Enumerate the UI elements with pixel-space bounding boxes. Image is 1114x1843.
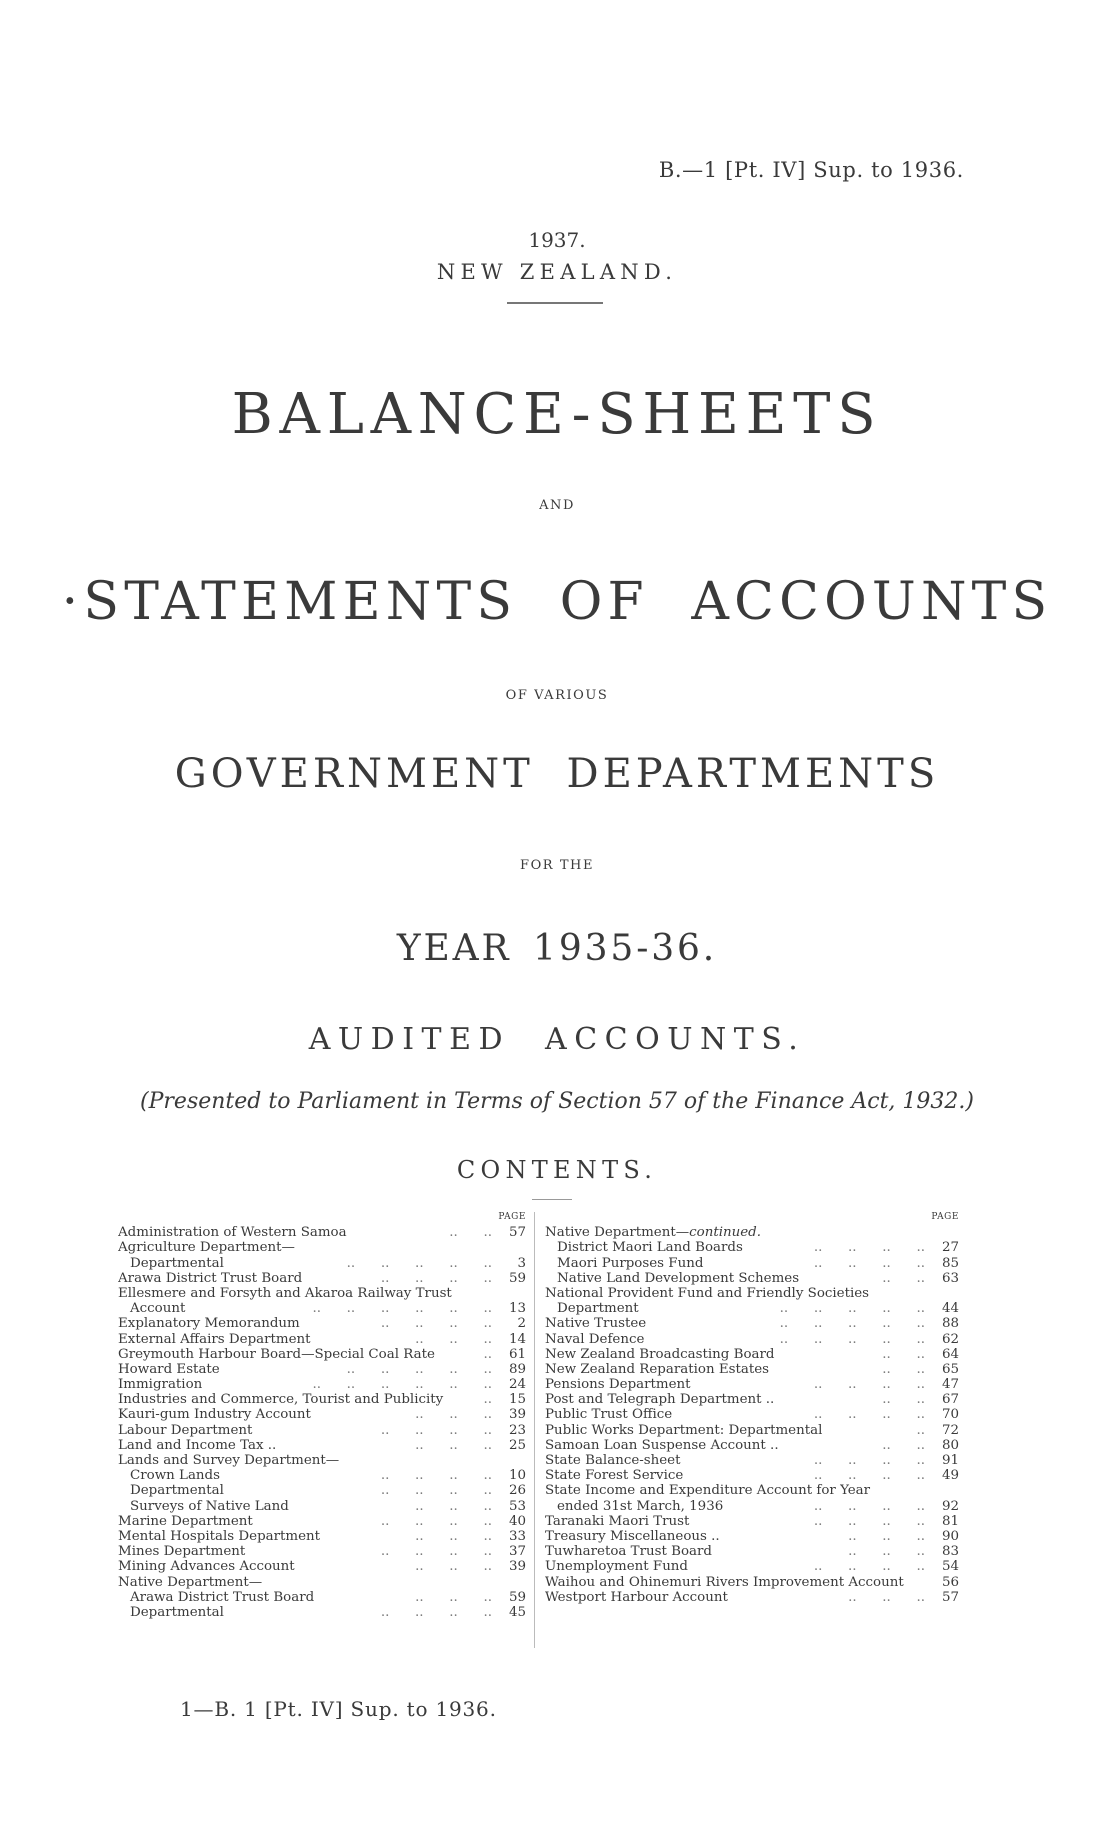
contents-entry xyxy=(118,1483,526,1498)
contents-entry xyxy=(118,1362,526,1377)
contents-entry xyxy=(545,1483,959,1498)
contents-entry xyxy=(545,1468,959,1483)
contents-entry-leader: .. .. .. .. xyxy=(380,1468,492,1484)
contents-heading: CONTENTS. xyxy=(456,1156,658,1184)
contents-entry xyxy=(545,1529,959,1544)
contents-entry xyxy=(118,1286,526,1301)
contents-entry xyxy=(118,1407,526,1422)
contents-entry-title: State Forest Service xyxy=(545,1468,684,1484)
contents-entry-title: ended 31st March, 1936 xyxy=(557,1498,724,1514)
contents-entry-page: 59 xyxy=(508,1589,526,1605)
contents-entry xyxy=(118,1575,526,1590)
contents-entry-leader: .. .. .. .. xyxy=(813,1513,925,1529)
contents-entry xyxy=(545,1575,959,1590)
footer-reference: 1—B. 1 [Pt. IV] Sup. to 1936. xyxy=(180,1697,497,1721)
contents-entry-page: 23 xyxy=(508,1422,526,1438)
contents-entry xyxy=(118,1468,526,1483)
contents-entry-page: 33 xyxy=(508,1528,526,1544)
contents-entry-leader: .. .. .. .. xyxy=(813,1559,925,1575)
contents-entry-leader: .. .. .. .. xyxy=(813,1468,925,1484)
page-column-header: PAGE xyxy=(931,1212,959,1222)
title-government-departments: GOVERNMENT DEPARTMENTS xyxy=(174,751,940,797)
contents-entry-leader: .. .. .. .. xyxy=(813,1407,925,1423)
contents-entry xyxy=(118,1377,526,1392)
contents-entry-page: 67 xyxy=(941,1392,959,1408)
contents-entry-title: New Zealand Reparation Estates xyxy=(545,1361,770,1377)
contents-entry-title: Waihou and Ohinemuri Rivers Improvement Account xyxy=(545,1574,904,1590)
contents-entry-title: Industries and Commerce, Tourist and Publicity xyxy=(118,1392,444,1408)
contents-entry-leader: .. .. .. .. .. .. xyxy=(312,1301,492,1317)
contents-left-list xyxy=(118,1225,526,1620)
contents-entry-leader: .. .. xyxy=(882,1392,925,1408)
contents-entry xyxy=(118,1225,526,1240)
contents-entry xyxy=(118,1301,526,1316)
contents-entry-page: 27 xyxy=(941,1240,959,1256)
contents-entry-page: 70 xyxy=(941,1407,959,1423)
contents-entry-title: Mines Department xyxy=(118,1544,246,1560)
contents-entry-leader: .. .. .. .. xyxy=(813,1498,925,1514)
contents-entry-page: 25 xyxy=(508,1437,526,1453)
contents-entry-page: 45 xyxy=(508,1604,526,1620)
contents-entry-page: 59 xyxy=(508,1270,526,1286)
contents-entry xyxy=(118,1271,526,1286)
contents-entry-title: Native Trustee xyxy=(545,1316,647,1332)
contents-entry-leader: .. .. .. xyxy=(848,1528,925,1544)
page-column-header: PAGE xyxy=(498,1212,526,1222)
contents-right-list xyxy=(545,1225,959,1605)
contents-entry-page: 47 xyxy=(941,1377,959,1393)
contents-entry-page: 80 xyxy=(941,1437,959,1453)
contents-entry-title: Department xyxy=(557,1301,639,1317)
contents-entry-page: 10 xyxy=(508,1468,526,1484)
contents-entry-title: Taranaki Maori Trust xyxy=(545,1513,690,1529)
contents-entry-page: 39 xyxy=(508,1407,526,1423)
contents-entry-page: 39 xyxy=(508,1559,526,1575)
title-of-various: OF VARIOUS xyxy=(505,688,609,703)
contents-entry xyxy=(545,1362,959,1377)
contents-entry-leader: .. .. .. .. xyxy=(813,1255,925,1271)
contents-entry xyxy=(118,1453,526,1468)
contents-entry-title: Explanatory Memorandum xyxy=(118,1316,300,1332)
contents-entry-leader: .. .. .. xyxy=(415,1589,492,1605)
contents-entry-title: Treasury Miscellaneous .. xyxy=(545,1528,720,1544)
contents-entry-page: 37 xyxy=(508,1544,526,1560)
title-and: AND xyxy=(539,498,575,513)
contents-entry-title: Ellesmere and Forsyth and Akaroa Railway Trust xyxy=(118,1285,452,1301)
contents-entry-title: Mental Hospitals Department xyxy=(118,1528,321,1544)
contents-entry-page: 57 xyxy=(941,1589,959,1605)
contents-entry-leader: .. .. xyxy=(882,1437,925,1453)
contents-entry-title: Administration of Western Samoa xyxy=(118,1225,347,1241)
contents-entry-leader: .. .. .. xyxy=(415,1559,492,1575)
contents-right-column xyxy=(545,1210,959,1605)
contents-entry xyxy=(118,1423,526,1438)
title-for-the: FOR THE xyxy=(519,858,595,873)
contents-entry xyxy=(118,1514,526,1529)
presented-note: (Presented to Parliament in Terms of Section 57 of the Finance Act, 1932.) xyxy=(140,1089,974,1114)
contents-entry xyxy=(545,1332,959,1347)
contents-entry xyxy=(118,1529,526,1544)
contents-entry-title: Kauri-gum Industry Account xyxy=(118,1407,311,1423)
contents-entry xyxy=(545,1392,959,1407)
contents-entry-page: 56 xyxy=(941,1574,959,1590)
contents-entry-leader: .. .. .. .. xyxy=(380,1422,492,1438)
contents-entry-title: Post and Telegraph Department .. xyxy=(545,1392,775,1408)
contents-entry xyxy=(118,1332,526,1347)
title-divider xyxy=(507,302,603,304)
contents-entry-leader: .. .. xyxy=(882,1361,925,1377)
contents-entry-page: 2 xyxy=(517,1316,526,1332)
contents-column-divider xyxy=(534,1212,535,1648)
contents-entry-title: Westport Harbour Account xyxy=(545,1589,728,1605)
contents-entry-page: 44 xyxy=(941,1301,959,1317)
contents-entry-page: 61 xyxy=(508,1346,526,1362)
contents-entry-title: State Income and Expenditure Account for Year xyxy=(545,1483,871,1499)
contents-entry-title: State Balance-sheet xyxy=(545,1453,681,1468)
contents-entry-title: Native Land Development Schemes xyxy=(557,1270,800,1286)
contents-entry-leader: .. .. .. .. .. xyxy=(346,1255,492,1271)
contents-entry-page: 83 xyxy=(941,1544,959,1560)
contents-entry xyxy=(545,1286,959,1301)
contents-entry-title: Greymouth Harbour Board—Special Coal Rate xyxy=(118,1346,435,1362)
contents-entry-page: 62 xyxy=(941,1331,959,1347)
contents-entry xyxy=(118,1256,526,1271)
contents-entry-title: Account xyxy=(130,1301,186,1317)
contents-entry xyxy=(545,1499,959,1514)
contents-entry-page: 63 xyxy=(941,1270,959,1286)
contents-left-column xyxy=(118,1210,526,1620)
contents-entry-title: Arawa District Trust Board xyxy=(130,1589,315,1605)
contents-entry-page: 3 xyxy=(517,1255,526,1271)
contents-entry-title: Public Works Department: Departmental xyxy=(545,1422,823,1438)
contents-entry-page: 26 xyxy=(508,1483,526,1499)
contents-entry-leader: .. .. .. .. xyxy=(380,1604,492,1620)
contents-entry-page: 53 xyxy=(508,1498,526,1514)
contents-entry-page: 88 xyxy=(941,1316,959,1332)
contents-entry-title: Native Department—continued. xyxy=(545,1225,761,1241)
contents-entry-leader: .. .. xyxy=(449,1225,492,1241)
contents-entry-page: 90 xyxy=(941,1528,959,1544)
contents-entry-leader: .. .. .. .. xyxy=(380,1270,492,1286)
contents-entry xyxy=(545,1590,959,1605)
contents-entry xyxy=(118,1499,526,1514)
country-heading: NEW ZEALAND. xyxy=(436,260,678,284)
contents-entry-leader: .. xyxy=(483,1346,492,1362)
contents-entry xyxy=(545,1347,959,1362)
contents-entry-page: 89 xyxy=(508,1361,526,1377)
contents-entry-title: Howard Estate xyxy=(118,1361,220,1377)
contents-entry-title: New Zealand Broadcasting Board xyxy=(545,1346,775,1362)
contents-entry-title: External Affairs Department xyxy=(118,1331,311,1347)
contents-entry-title: National Provident Fund and Friendly Societies xyxy=(545,1285,870,1301)
contents-entry-leader: .. .. .. .. .. xyxy=(346,1361,492,1377)
contents-entry-leader: .. .. .. xyxy=(415,1498,492,1514)
contents-entry-page: 13 xyxy=(508,1301,526,1317)
contents-entry-leader: .. .. .. .. xyxy=(380,1316,492,1332)
contents-entry-title: Tuwharetoa Trust Board xyxy=(545,1544,712,1560)
contents-entry-title: Departmental xyxy=(130,1604,224,1620)
contents-entry-leader: .. .. .. .. xyxy=(380,1544,492,1560)
audited-accounts-heading: AUDITED ACCOUNTS. xyxy=(308,1022,806,1057)
contents-entry-title: Agriculture Department— xyxy=(118,1240,295,1256)
contents-entry xyxy=(545,1240,959,1255)
contents-entry-leader: .. .. xyxy=(882,1270,925,1286)
contents-entry-leader: .. .. .. .. .. xyxy=(779,1331,925,1347)
contents-entry-title: Immigration xyxy=(118,1377,203,1393)
contents-entry-page: 49 xyxy=(941,1468,959,1484)
contents-entry-title: Maori Purposes Fund xyxy=(557,1255,704,1271)
contents-entry-page: 14 xyxy=(508,1331,526,1347)
contents-entry xyxy=(545,1316,959,1331)
contents-entry-leader: .. .. .. .. .. xyxy=(779,1316,925,1332)
contents-entry-page: 40 xyxy=(508,1513,526,1529)
contents-entry-title: District Maori Land Boards xyxy=(557,1240,743,1256)
contents-entry-title: Public Trust Office xyxy=(545,1407,673,1423)
contents-entry-page: 64 xyxy=(941,1346,959,1362)
contents-entry-page: 24 xyxy=(508,1377,526,1393)
contents-entry xyxy=(118,1438,526,1453)
contents-entry-title: Samoan Loan Suspense Account .. xyxy=(545,1437,779,1453)
contents-entry xyxy=(118,1544,526,1559)
contents-entry-page: 54 xyxy=(941,1559,959,1575)
contents-entry-title: Mining Advances Account xyxy=(118,1559,295,1575)
contents-entry xyxy=(545,1514,959,1529)
contents-entry-title: Surveys of Native Land xyxy=(130,1498,289,1514)
contents-entry-page: 85 xyxy=(941,1255,959,1271)
contents-entry xyxy=(545,1559,959,1574)
contents-entry-leader: .. xyxy=(483,1392,492,1408)
contents-entry-leader: .. .. .. .. xyxy=(380,1513,492,1529)
contents-entry-leader: .. .. .. xyxy=(848,1589,925,1605)
contents-entry-leader: .. xyxy=(916,1422,925,1438)
contents-divider xyxy=(532,1199,572,1200)
contents-entry xyxy=(118,1316,526,1331)
contents-entry xyxy=(545,1301,959,1316)
contents-entry-leader: .. .. .. .. xyxy=(813,1377,925,1393)
contents-entry-leader: .. .. .. .. xyxy=(813,1453,925,1468)
title-balance-sheets: BALANCE-SHEETS xyxy=(231,382,883,447)
contents-entry xyxy=(545,1256,959,1271)
contents-entry xyxy=(118,1240,526,1255)
contents-entry-leader: .. .. .. .. xyxy=(813,1240,925,1256)
contents-entry xyxy=(118,1392,526,1407)
contents-entry xyxy=(545,1438,959,1453)
contents-entry-title: Crown Lands xyxy=(130,1468,220,1484)
contents-entry xyxy=(118,1559,526,1574)
contents-entry-page: 57 xyxy=(508,1225,526,1241)
contents-entry xyxy=(118,1590,526,1605)
contents-entry xyxy=(545,1544,959,1559)
contents-entry xyxy=(545,1423,959,1438)
contents-entry-title: Naval Defence xyxy=(545,1331,645,1347)
title-year: YEAR 1935-36. xyxy=(396,928,718,969)
contents-entry-title: Pensions Department xyxy=(545,1377,691,1393)
contents-entry-title: Land and Income Tax .. xyxy=(118,1437,277,1453)
contents-entry xyxy=(118,1347,526,1362)
contents-entry-leader: .. .. .. xyxy=(415,1528,492,1544)
contents-entry-title: Departmental xyxy=(130,1483,224,1499)
contents-entry xyxy=(545,1407,959,1422)
contents-entry xyxy=(545,1377,959,1392)
contents-entry-title: Lands and Survey Department— xyxy=(118,1453,340,1468)
contents-entry xyxy=(118,1605,526,1620)
document-reference: B.—1 [Pt. IV] Sup. to 1936. xyxy=(658,158,964,182)
contents-entry-page: 15 xyxy=(508,1392,526,1408)
contents-entry xyxy=(545,1271,959,1286)
contents-entry-leader: .. .. .. .. .. xyxy=(779,1301,925,1317)
contents-entry-leader: .. .. xyxy=(882,1346,925,1362)
contents-entry-leader: .. .. .. xyxy=(415,1331,492,1347)
contents-entry-title: Departmental xyxy=(130,1255,224,1271)
contents-entry-title: Marine Department xyxy=(118,1513,253,1529)
contents-entry-leader: .. .. .. xyxy=(415,1437,492,1453)
contents-entry-leader: .. .. .. .. .. .. xyxy=(312,1377,492,1393)
contents-entry xyxy=(545,1453,959,1468)
contents-entry-page: 72 xyxy=(941,1422,959,1438)
title-statements-of-accounts: ·STATEMENTS OF ACCOUNTS xyxy=(61,572,1053,632)
contents-entry-page: 81 xyxy=(941,1513,959,1529)
contents-entry-leader: .. .. .. xyxy=(415,1407,492,1423)
contents-entry-title: Arawa District Trust Board xyxy=(118,1270,303,1286)
year-heading: 1937. xyxy=(528,228,586,252)
contents-entry xyxy=(545,1225,959,1240)
contents-entry-continued: continued. xyxy=(689,1225,761,1241)
contents-entry-title: Native Department— xyxy=(118,1574,263,1590)
contents-entry-page: 92 xyxy=(941,1498,959,1514)
contents-entry-title: Unemployment Fund xyxy=(545,1559,689,1575)
contents-entry-page: 91 xyxy=(941,1453,959,1468)
contents-entry-title: Labour Department xyxy=(118,1422,253,1438)
contents-entry-leader: .. .. .. .. xyxy=(380,1483,492,1499)
contents-entry-leader: .. .. .. xyxy=(848,1544,925,1560)
contents-entry-page: 65 xyxy=(941,1361,959,1377)
